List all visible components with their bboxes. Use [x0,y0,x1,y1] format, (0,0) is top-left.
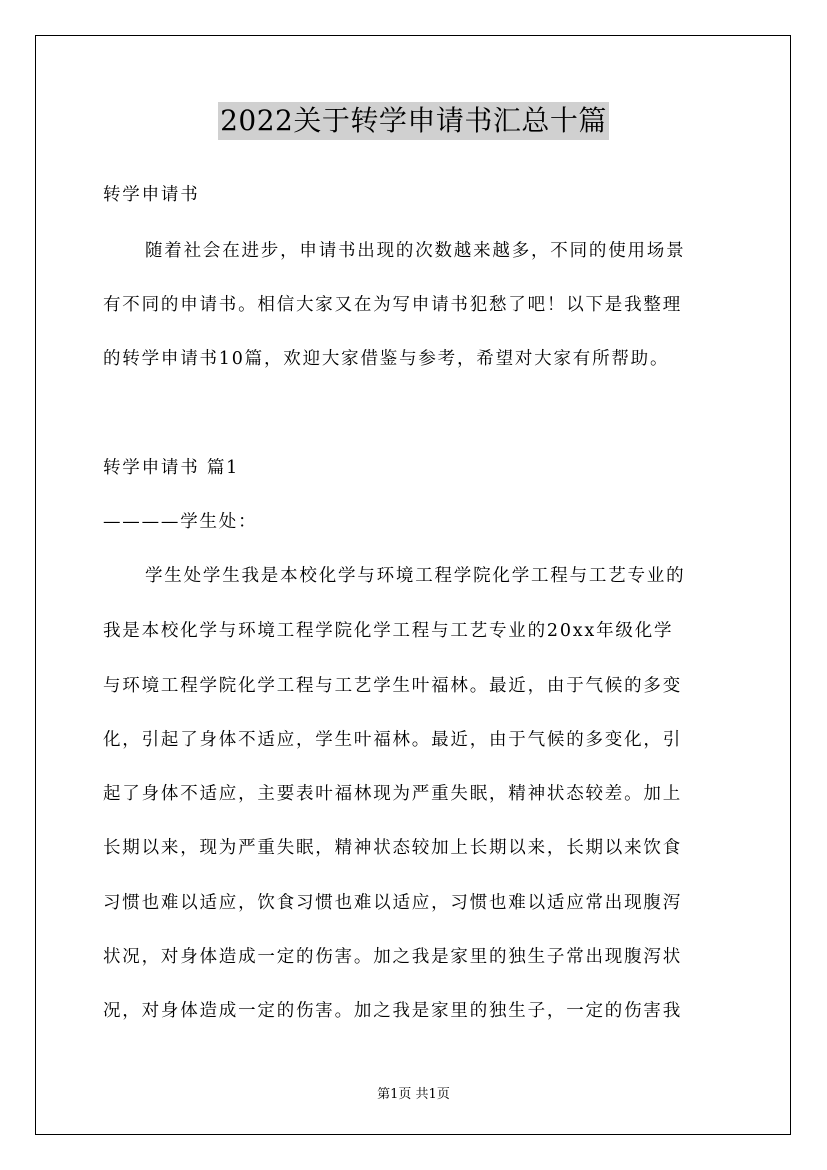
salutation: ————学生处： [103,512,258,532]
document-title: 2022关于转学申请书汇总十篇 [218,102,609,140]
body-line: 我是本校化学与环境工程学院化学工程与工艺专业的20xx年级化学 [103,621,674,641]
intro-line: 的转学申请书10篇，欢迎大家借鉴与参考，希望对大家有所帮助。 [103,349,670,369]
body-line: 化，引起了身体不适应，学生叶福林。最近，由于气候的多变化，引 [103,730,682,750]
body-line: 状况，对身体造成一定的伤害。加之我是家里的独生子常出现腹泻状 [103,947,682,967]
document-title-wrap [0,102,827,140]
body-line: 长期以来，现为严重失眠，精神状态较加上长期以来，长期以来饮食 [103,838,682,858]
body-line: 学生处学生我是本校化学与环境工程学院化学工程与工艺专业的 [145,566,686,586]
intro-heading: 转学申请书 [103,185,200,205]
body-line: 与环境工程学院化学工程与工艺学生叶福林。最近，由于气候的多变 [103,676,682,696]
intro-line: 有不同的申请书。相信大家又在为写申请书犯愁了吧！以下是我整理 [103,295,682,315]
body-line: 习惯也难以适应，饮食习惯也难以适应，习惯也难以适应常出现腹泻 [103,893,682,913]
page-footer: 第1页 共1页 [377,1087,450,1102]
body-line: 况，对身体造成一定的伤害。加之我是家里的独生子，一定的伤害我 [103,1001,682,1021]
intro-line: 随着社会在进步，申请书出现的次数越来越多，不同的使用场景 [145,241,686,261]
section-heading: 转学申请书 篇1 [103,458,240,478]
body-line: 起了身体不适应，主要表叶福林现为严重失眠，精神状态较差。加上 [103,784,682,804]
